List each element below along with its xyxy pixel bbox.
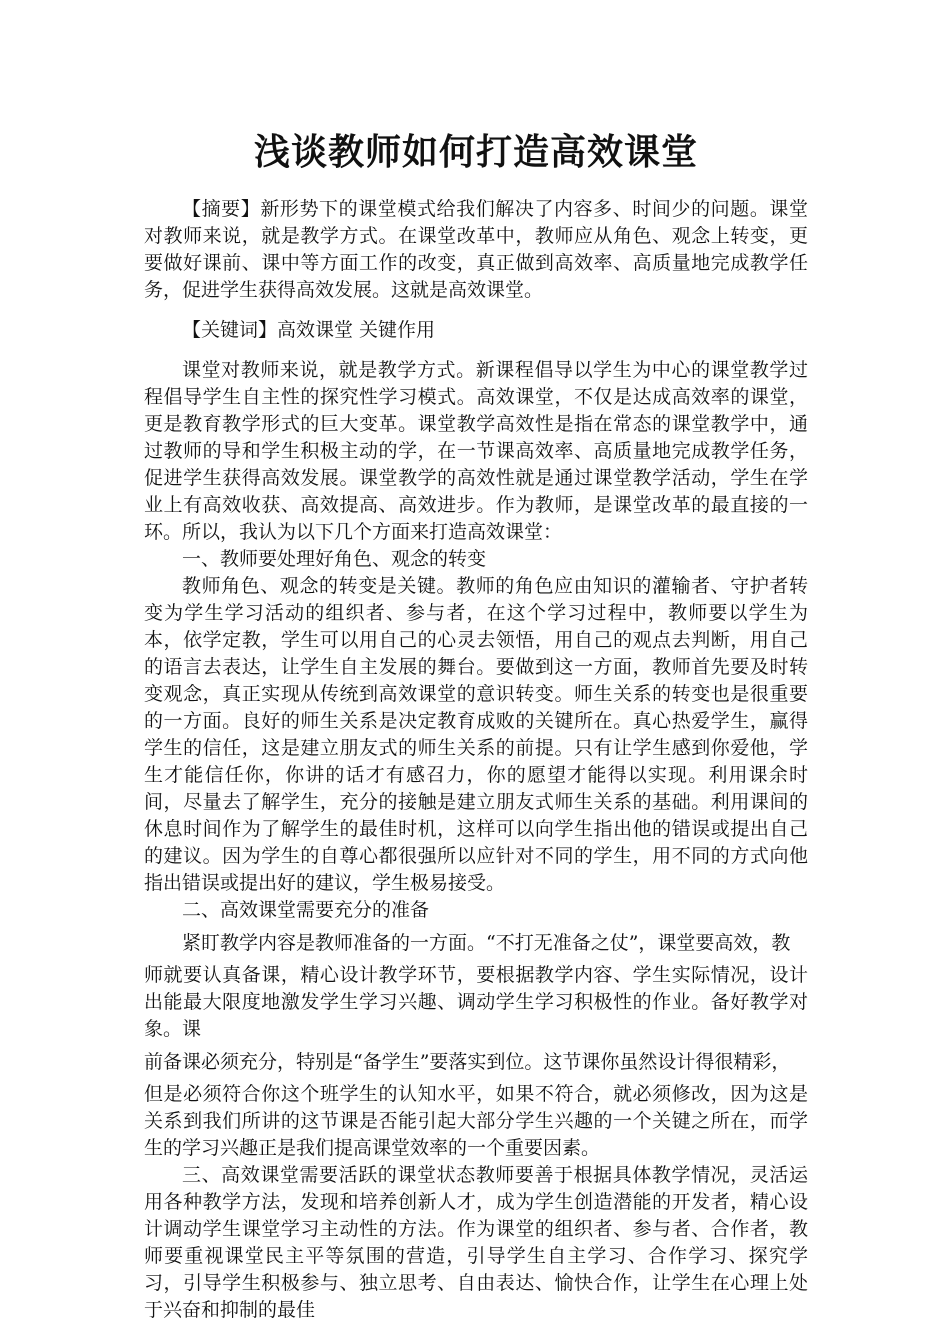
keywords-line: 【关键词】高效课堂 关键作用 <box>182 319 436 341</box>
document-title: 浅谈教师如何打造高效课堂 <box>253 131 698 173</box>
abstract-paragraph: 【摘要】新形势下的课堂模式给我们解决了内容多、时间少的问题。课堂对教师来说，就是教学方式。在课堂改革中，教师应从角色、观念上转变，更要做好课前、课中等方面工作的改变，真正做到高效率、高质量地完成教学任务，促进学生获得高效发展。这就是高效课堂。 <box>144 198 808 301</box>
section-2-line-c: 前备课必须充分，特别是“备学生”要落实到位。这节课你虽然设计得很精彩， <box>144 1051 791 1073</box>
document-page <box>144 128 808 1324</box>
intro-paragraph: 课堂对教师来说，就是教学方式。新课程倡导以学生为中心的课堂教学过程倡导学生自主性的探究性学习模式。高效课堂，不仅是达成高效率的课堂，更是教育教学形式的巨大变革。课堂教学高效性是指在常态的课堂教学中，通过教师的导和学生积极主动的学，在一节课高效率、高质量地完成教学任务，促进学生获得高效发展。课堂教学的高效性就是通过课堂教学活动，学生在学业上有高效收获、高效提高、高效进步。作为教师，是课堂改革的最直接的一环。所以，我认为以下几个方面来打造高效课堂： <box>144 359 808 543</box>
section-2-heading: 二、高效课堂需要充分的准备 <box>182 899 430 921</box>
section-2-lines-d: 但是必须符合你这个班学生的认知水平，如果不符合，就必须修改，因为这是关系到我们所讲的这节课是否能引起大部分学生兴趣的一个关键之所在，而学生的学习兴趣正是我们提高课堂效率的一个重要因素。 <box>144 1083 808 1159</box>
section-3-paragraph: 三、高效课堂需要活跃的课堂状态教师要善于根据具体教学情况，灵活运用各种教学方法，发现和培养创新人才，成为学生创造潜能的开发者，精心设计调动学生课堂学习主动性的方法。作为课堂的组织者、参与者、合作者，教师要重视课堂民主平等氛围的营造，引导学生自主学习、合作学习、探究学习，引导学生积极参与、独立思考、自由表达、愉快合作，让学生在心理上处于兴奋和抑制的最佳 <box>144 1164 808 1321</box>
section-2-lines-b: 师就要认真备课，精心设计教学环节，要根据教学内容、学生实际情况，设计出能最大限度地激发学生学习兴趣、调动学生学习积极性的作业。备好教学对象。课 <box>144 964 808 1040</box>
section-1-paragraph: 教师角色、观念的转变是关键。教师的角色应由知识的灌输者、守护者转变为学生学习活动的组织者、参与者，在这个学习过程中，教师要以学生为本，依学定教，学生可以用自己的心灵去领悟，用自己的观点去判断，用自己的语言去表达，让学生自主发展的舞台。要做到这一方面，教师首先要及时转变观念，真正实现从传统到高效课堂的意识转变。师生关系的转变也是很重要的一方面。良好的师生关系是决定教育成败的关键所在。真心热爱学生，赢得学生的信任，这是建立朋友式的师生关系的前提。只有让学生感到你爱他，学生才能信任你，你讲的话才有感召力，你的愿望才能得以实现。利用课余时间，尽量去了解学生，充分的接触是建立朋友式师生关系的基础。利用课间的休息时间作为了解学生的最佳时机，这样可以向学生指出他的错误或提出自己的建议。因为学生的自尊心都很强所以应针对不同的学生，用不同的方式向他指出错误或提出好的建议，学生极易接受。 <box>144 575 808 894</box>
section-1-heading: 一、教师要处理好角色、观念的转变 <box>182 548 487 570</box>
section-2-line-a: 紧盯教学内容是教师准备的一方面。“不打无准备之仗”，课堂要高效，教 <box>182 932 791 954</box>
